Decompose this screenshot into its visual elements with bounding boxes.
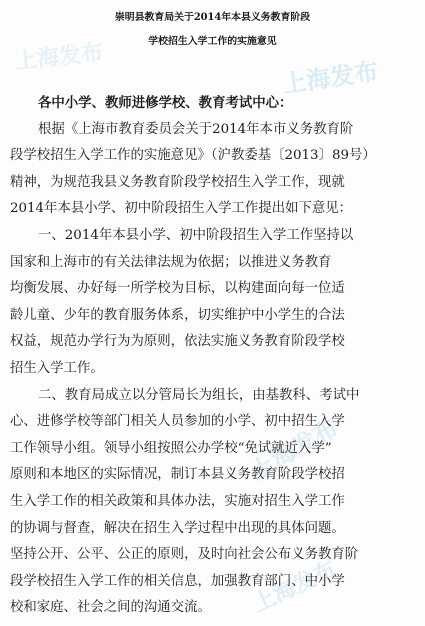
title-line-1: 崇明县教育局关于2014年本县义务教育阶段: [114, 12, 311, 23]
paragraph-line: 二、教育局成立以分管局长为组长，由基教科、考试中: [38, 387, 360, 403]
paragraph-line: 段学校招生入学工作的相关信息，加强教育部门、中小学: [10, 573, 345, 589]
paragraph-line: 国家和上海市的有关法律法规为依据；以推进义务教育: [10, 254, 332, 270]
title-line-2: 学校招生入学工作的实施意见: [148, 36, 277, 47]
paragraph-line: 坚持公开、公平、公正的原则，及时向社会公布义务教育阶: [10, 547, 359, 563]
watermark: 上海发布: [249, 557, 341, 618]
salutation: 各中小学、教师进修学校、教育考试中心：: [38, 95, 293, 111]
paragraph-line: 2014年本县小学、初中阶段招生入学工作提出如下意见：: [10, 201, 353, 217]
paragraph-line: 工作领导小组。领导小组按照公办学校“免试就近入学”: [10, 440, 332, 456]
paragraph-line: 根据《上海市教育委员会关于2014年本市义务教育阶: [38, 121, 354, 137]
paragraph-line: 精神，为规范我县义务教育阶段学校招生入学工作，现就: [10, 174, 345, 190]
paragraph-line: 招生入学工作。: [10, 360, 104, 376]
paragraph-line: 均衡发展、办好每一所学校为目标，以构建面向每一位适: [10, 281, 345, 297]
paragraph-line: 龄儿童、少年的教育服务体系，切实维护中小学生的合法: [10, 307, 345, 323]
paragraph-line: 权益，规范办学行为为原则，依法实施义务教育阶段学校: [10, 334, 345, 350]
paragraph-line: 生入学工作的相关政策和具体办法，实施对招生入学工作: [10, 493, 345, 509]
watermark: 上海发布: [245, 413, 343, 486]
paragraph-line: 段学校招生入学工作的实施意见》（沪教委基〔2013〕89号）: [10, 148, 376, 164]
watermark: 上海发布: [14, 40, 105, 75]
paragraph-line: 校和家庭、社会之间的沟通交流。: [10, 600, 211, 616]
document-title: [0, 6, 425, 54]
paragraph-line: 原则和本地区的实际情况，制订本县义务教育阶段学校招: [10, 467, 345, 483]
paragraph-line: 心、进修学校等部门相关人员参加的小学、初中招生入学: [10, 414, 345, 430]
watermark: 上海发布: [280, 57, 380, 99]
paragraph-line: 的协调与督查，解决在招生入学过程中出现的具体问题。: [10, 520, 345, 536]
paragraph-line: 一、2014年本县小学、初中阶段招生入学工作坚持以: [38, 227, 354, 243]
document-body: [10, 90, 416, 622]
